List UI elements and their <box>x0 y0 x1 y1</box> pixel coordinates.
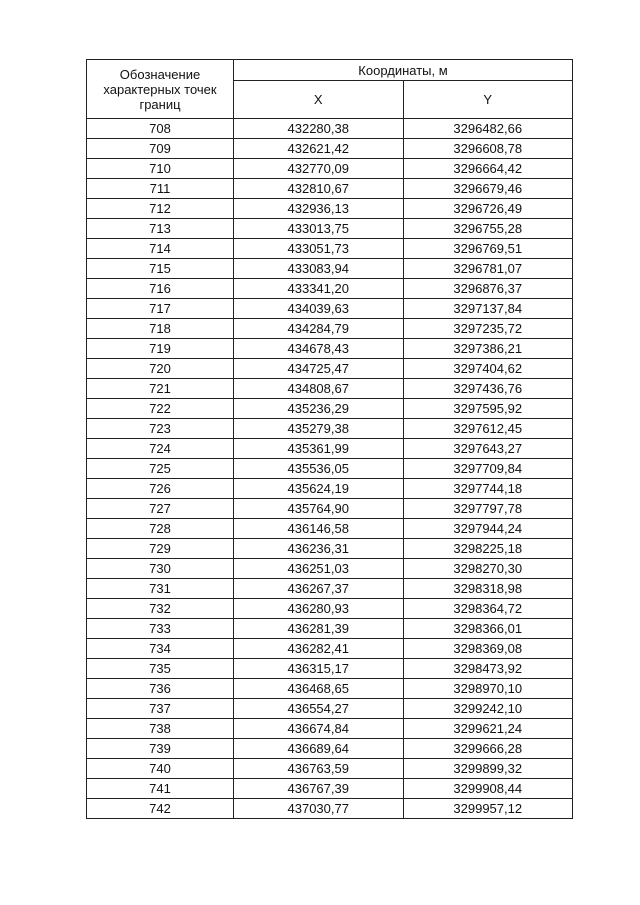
point-cell: 722 <box>87 399 234 419</box>
x-coordinate-cell: 436763,59 <box>234 759 404 779</box>
point-cell: 715 <box>87 259 234 279</box>
table-row <box>87 379 573 399</box>
point-column-header: Обозначение характерных точек границ <box>87 60 234 119</box>
y-coordinate-cell: 3297744,18 <box>403 479 573 499</box>
x-coordinate-cell: 436146,58 <box>234 519 404 539</box>
x-coordinate-cell: 436267,37 <box>234 579 404 599</box>
table-row <box>87 199 573 219</box>
y-coordinate-cell: 3298473,92 <box>403 659 573 679</box>
table-row <box>87 579 573 599</box>
table-row <box>87 639 573 659</box>
x-coordinate-cell: 435624,19 <box>234 479 404 499</box>
y-coordinate-cell: 3296482,66 <box>403 119 573 139</box>
y-coordinate-cell: 3298270,30 <box>403 559 573 579</box>
y-coordinate-cell: 3296679,46 <box>403 179 573 199</box>
table-row <box>87 499 573 519</box>
table-row <box>87 559 573 579</box>
y-coordinate-cell: 3298364,72 <box>403 599 573 619</box>
point-cell: 732 <box>87 599 234 619</box>
x-coordinate-cell: 434808,67 <box>234 379 404 399</box>
table-row <box>87 139 573 159</box>
point-cell: 708 <box>87 119 234 139</box>
point-cell: 731 <box>87 579 234 599</box>
point-cell: 714 <box>87 239 234 259</box>
x-coordinate-cell: 432810,67 <box>234 179 404 199</box>
y-coordinate-cell: 3296664,42 <box>403 159 573 179</box>
x-coordinate-cell: 433341,20 <box>234 279 404 299</box>
point-cell: 728 <box>87 519 234 539</box>
table-row <box>87 759 573 779</box>
point-cell: 730 <box>87 559 234 579</box>
table-row <box>87 359 573 379</box>
point-cell: 733 <box>87 619 234 639</box>
x-coordinate-cell: 436674,84 <box>234 719 404 739</box>
y-coordinate-cell: 3299899,32 <box>403 759 573 779</box>
y-coordinate-cell: 3297386,21 <box>403 339 573 359</box>
point-cell: 721 <box>87 379 234 399</box>
y-column-header: Y <box>403 81 573 119</box>
y-coordinate-cell: 3296608,78 <box>403 139 573 159</box>
y-coordinate-cell: 3297643,27 <box>403 439 573 459</box>
point-cell: 726 <box>87 479 234 499</box>
table-row <box>87 779 573 799</box>
table-row <box>87 339 573 359</box>
y-coordinate-cell: 3297709,84 <box>403 459 573 479</box>
y-coordinate-cell: 3297612,45 <box>403 419 573 439</box>
point-cell: 717 <box>87 299 234 319</box>
x-coordinate-cell: 434039,63 <box>234 299 404 319</box>
point-cell: 725 <box>87 459 234 479</box>
x-coordinate-cell: 435361,99 <box>234 439 404 459</box>
x-coordinate-cell: 436767,39 <box>234 779 404 799</box>
y-coordinate-cell: 3297436,76 <box>403 379 573 399</box>
table-row <box>87 319 573 339</box>
x-coordinate-cell: 433051,73 <box>234 239 404 259</box>
table-row <box>87 479 573 499</box>
x-coordinate-cell: 435236,29 <box>234 399 404 419</box>
point-cell: 729 <box>87 539 234 559</box>
coordinates-group-header: Координаты, м <box>234 60 573 81</box>
point-cell: 709 <box>87 139 234 159</box>
table-row <box>87 659 573 679</box>
point-cell: 740 <box>87 759 234 779</box>
y-coordinate-cell: 3297944,24 <box>403 519 573 539</box>
y-coordinate-cell: 3297235,72 <box>403 319 573 339</box>
table-row <box>87 519 573 539</box>
x-coordinate-cell: 432621,42 <box>234 139 404 159</box>
point-cell: 716 <box>87 279 234 299</box>
table-row <box>87 719 573 739</box>
table-row <box>87 159 573 179</box>
table-row <box>87 699 573 719</box>
x-coordinate-cell: 435764,90 <box>234 499 404 519</box>
point-cell: 719 <box>87 339 234 359</box>
y-coordinate-cell: 3299666,28 <box>403 739 573 759</box>
y-coordinate-cell: 3297137,84 <box>403 299 573 319</box>
point-cell: 735 <box>87 659 234 679</box>
table-row <box>87 179 573 199</box>
x-coordinate-cell: 435536,05 <box>234 459 404 479</box>
x-coordinate-cell: 436315,17 <box>234 659 404 679</box>
x-coordinate-cell: 432280,38 <box>234 119 404 139</box>
y-coordinate-cell: 3298318,98 <box>403 579 573 599</box>
point-cell: 718 <box>87 319 234 339</box>
x-column-header: X <box>234 81 404 119</box>
y-coordinate-cell: 3296781,07 <box>403 259 573 279</box>
x-coordinate-cell: 434678,43 <box>234 339 404 359</box>
y-coordinate-cell: 3299957,12 <box>403 799 573 819</box>
point-cell: 741 <box>87 779 234 799</box>
x-coordinate-cell: 433013,75 <box>234 219 404 239</box>
x-coordinate-cell: 432770,09 <box>234 159 404 179</box>
point-cell: 734 <box>87 639 234 659</box>
y-coordinate-cell: 3298970,10 <box>403 679 573 699</box>
x-coordinate-cell: 436689,64 <box>234 739 404 759</box>
table-header <box>87 60 573 119</box>
table-row <box>87 239 573 259</box>
y-coordinate-cell: 3298369,08 <box>403 639 573 659</box>
point-cell: 724 <box>87 439 234 459</box>
table-row <box>87 419 573 439</box>
x-coordinate-cell: 436236,31 <box>234 539 404 559</box>
y-coordinate-cell: 3297404,62 <box>403 359 573 379</box>
header-row-top <box>87 60 573 81</box>
point-cell: 736 <box>87 679 234 699</box>
table-row <box>87 619 573 639</box>
x-coordinate-cell: 437030,77 <box>234 799 404 819</box>
x-coordinate-cell: 436282,41 <box>234 639 404 659</box>
table-row <box>87 799 573 819</box>
point-cell: 713 <box>87 219 234 239</box>
table-row <box>87 459 573 479</box>
table-row <box>87 279 573 299</box>
x-coordinate-cell: 436281,39 <box>234 619 404 639</box>
x-coordinate-cell: 436554,27 <box>234 699 404 719</box>
x-coordinate-cell: 436280,93 <box>234 599 404 619</box>
x-coordinate-cell: 433083,94 <box>234 259 404 279</box>
point-cell: 727 <box>87 499 234 519</box>
table-row <box>87 439 573 459</box>
x-coordinate-cell: 434725,47 <box>234 359 404 379</box>
y-coordinate-cell: 3298366,01 <box>403 619 573 639</box>
table-row <box>87 739 573 759</box>
x-coordinate-cell: 434284,79 <box>234 319 404 339</box>
y-coordinate-cell: 3299242,10 <box>403 699 573 719</box>
point-cell: 723 <box>87 419 234 439</box>
table-row <box>87 259 573 279</box>
point-cell: 739 <box>87 739 234 759</box>
y-coordinate-cell: 3296755,28 <box>403 219 573 239</box>
x-coordinate-cell: 432936,13 <box>234 199 404 219</box>
y-coordinate-cell: 3297797,78 <box>403 499 573 519</box>
table-row <box>87 679 573 699</box>
y-coordinate-cell: 3297595,92 <box>403 399 573 419</box>
y-coordinate-cell: 3298225,18 <box>403 539 573 559</box>
point-cell: 720 <box>87 359 234 379</box>
point-cell: 712 <box>87 199 234 219</box>
coordinates-table <box>86 59 573 819</box>
point-cell: 737 <box>87 699 234 719</box>
table-body <box>87 119 573 819</box>
y-coordinate-cell: 3299621,24 <box>403 719 573 739</box>
y-coordinate-cell: 3296876,37 <box>403 279 573 299</box>
x-coordinate-cell: 436468,65 <box>234 679 404 699</box>
y-coordinate-cell: 3296769,51 <box>403 239 573 259</box>
table-row <box>87 299 573 319</box>
y-coordinate-cell: 3296726,49 <box>403 199 573 219</box>
point-cell: 710 <box>87 159 234 179</box>
table-row <box>87 539 573 559</box>
point-cell: 738 <box>87 719 234 739</box>
x-coordinate-cell: 436251,03 <box>234 559 404 579</box>
y-coordinate-cell: 3299908,44 <box>403 779 573 799</box>
table-row <box>87 119 573 139</box>
table-row <box>87 399 573 419</box>
point-cell: 742 <box>87 799 234 819</box>
table-row <box>87 219 573 239</box>
point-cell: 711 <box>87 179 234 199</box>
table-row <box>87 599 573 619</box>
x-coordinate-cell: 435279,38 <box>234 419 404 439</box>
